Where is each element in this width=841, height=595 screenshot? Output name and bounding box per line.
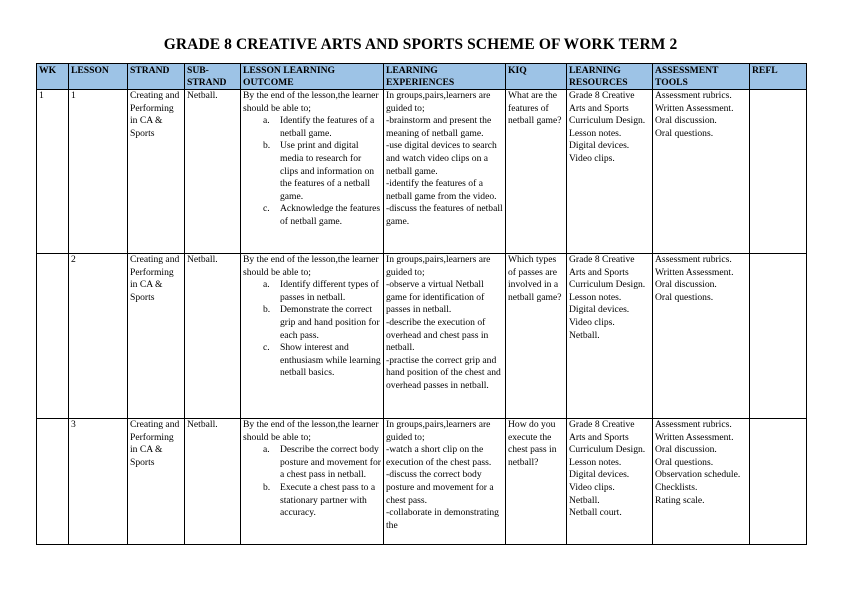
assessment-line: Checklists. — [655, 481, 698, 493]
cell-wk — [37, 254, 69, 419]
cell-resources — [567, 254, 653, 419]
assessment-line: Oral discussion. — [655, 279, 717, 291]
cell-resources — [567, 419, 653, 545]
experience-line: -discuss the correct body posture and movement for a chest pass. — [386, 469, 494, 506]
header-sub-strand: SUB-STRAND — [185, 64, 241, 90]
resource-line: Digital devices. — [569, 304, 630, 316]
outcome-text: Describe the correct body posture and movement for a chest pass in netball. — [280, 444, 381, 481]
experience-line: In groups,pairs,learners are guided to; — [386, 419, 491, 443]
assessment-line: Assessment rubrics. — [655, 419, 732, 430]
cell-refl — [750, 419, 807, 545]
cell-outcome — [241, 90, 384, 254]
resource-line: Video clips. — [569, 316, 615, 328]
outcome-item — [259, 304, 381, 342]
outcome-item — [259, 444, 381, 482]
cell-sub-strand: Netball. — [185, 419, 241, 545]
cell-wk: 1 — [37, 90, 69, 254]
cell-experiences — [384, 90, 506, 254]
cell-resources — [567, 90, 653, 254]
outcome-list — [243, 279, 381, 380]
resource-line: Lesson notes. — [569, 127, 622, 139]
outcome-item — [259, 203, 381, 228]
resource-line: Grade 8 Creative Arts and Sports Curriculum Design. — [569, 254, 646, 291]
resource-line: Netball. — [569, 329, 600, 341]
cell-sub-strand: Netball. — [185, 90, 241, 254]
outcome-item — [259, 482, 381, 520]
cell-assessment — [653, 90, 750, 254]
experience-line: In groups,pairs,learners are guided to; — [386, 90, 491, 114]
cell-lesson: 3 — [69, 419, 128, 545]
scheme-of-work-table — [36, 63, 807, 545]
assessment-line: Oral questions. — [655, 291, 714, 303]
outcome-marker: a. — [263, 444, 270, 456]
resource-line: Grade 8 Creative Arts and Sports Curriculum Design. — [569, 90, 646, 127]
experience-line: In groups,pairs,learners are guided to; — [386, 254, 491, 278]
header-kiq: KIQ — [506, 64, 567, 90]
outcome-intro: By the end of the lesson,the learner should be able to; — [243, 90, 379, 114]
experience-line: -discuss the features of netball game. — [386, 203, 503, 227]
assessment-line: Written Assessment. — [655, 102, 734, 114]
assessment-line: Written Assessment. — [655, 266, 734, 278]
experience-line: -practise the correct grip and hand position of the chest and overhead passes in netball. — [386, 354, 501, 391]
cell-strand: Creating and Performing in CA & Sports — [128, 419, 185, 545]
assessment-line: Rating scale. — [655, 494, 705, 506]
outcome-text: Acknowledge the features of netball game. — [280, 203, 381, 227]
outcome-marker: c. — [263, 342, 270, 354]
experience-line: -use digital devices to search and watch video clips on a netball game. — [386, 140, 497, 177]
resource-line: Video clips. — [569, 481, 615, 493]
resource-line: Digital devices. — [569, 469, 630, 481]
outcome-item — [259, 342, 381, 380]
header-wk: WK — [37, 64, 69, 90]
cell-assessment — [653, 419, 750, 545]
outcome-text: Demonstrate the correct grip and hand position for each pass. — [280, 304, 380, 341]
cell-kiq: What are the features of netball game? — [506, 90, 567, 254]
resource-line: Netball court. — [569, 507, 622, 519]
outcome-marker: b. — [263, 140, 271, 152]
resource-line: Video clips. — [569, 152, 615, 164]
assessment-line: Assessment rubrics. — [655, 90, 732, 101]
table-row — [37, 90, 807, 254]
outcome-text: Identify the features of a netball game. — [280, 115, 375, 139]
resource-line: Netball. — [569, 494, 600, 506]
cell-kiq: How do you execute the chest pass in netball? — [506, 419, 567, 545]
resource-line: Digital devices. — [569, 140, 630, 152]
header-row — [37, 64, 807, 90]
assessment-line: Oral questions. — [655, 456, 714, 468]
assessment-line: Assessment rubrics. — [655, 254, 732, 265]
outcome-item — [259, 115, 381, 140]
outcome-text: Execute a chest pass to a stationary partner with accuracy. — [280, 481, 376, 519]
table-row — [37, 254, 807, 419]
experience-line: -brainstorm and present the meaning of netball game. — [386, 115, 492, 139]
cell-refl — [750, 254, 807, 419]
header-assessment-tools: ASSESSMENT TOOLS — [653, 64, 750, 90]
outcome-marker: a. — [263, 115, 270, 127]
outcome-marker: b. — [263, 481, 271, 493]
resource-line: Grade 8 Creative Arts and Sports Curriculum Design. — [569, 419, 646, 456]
cell-wk — [37, 419, 69, 545]
cell-lesson: 1 — [69, 90, 128, 254]
page-title: GRADE 8 CREATIVE ARTS AND SPORTS SCHEME OF WORK TERM 2 — [163, 36, 678, 53]
header-strand: STRAND — [128, 64, 185, 90]
cell-lesson: 2 — [69, 254, 128, 419]
assessment-line: Observation schedule. — [655, 469, 741, 481]
cell-assessment — [653, 254, 750, 419]
assessment-line: Oral discussion. — [655, 444, 717, 456]
header-learning-resources: LEARNING RESOURCES — [567, 64, 653, 90]
cell-refl — [750, 90, 807, 254]
outcome-intro: By the end of the lesson,the learner should be able to; — [243, 419, 379, 443]
experience-line: -identify the features of a netball game from the video. — [386, 178, 497, 202]
outcome-list — [243, 115, 381, 228]
experience-line: -watch a short clip on the execution of the chest pass. — [386, 444, 492, 468]
cell-strand: Creating and Performing in CA & Sports — [128, 90, 185, 254]
outcome-text: Use print and digital media to research for clips and information on the features of a netball game. — [280, 140, 375, 202]
assessment-line: Written Assessment. — [655, 431, 734, 443]
header-learning-experiences: LEARNING EXPERIENCES — [384, 64, 506, 90]
outcome-item — [259, 279, 381, 304]
table-row — [37, 419, 807, 545]
cell-strand: Creating and Performing in CA & Sports — [128, 254, 185, 419]
assessment-line: Oral questions. — [655, 127, 714, 139]
outcome-marker: c. — [263, 203, 270, 215]
assessment-line: Oral discussion. — [655, 115, 717, 127]
cell-kiq: Which types of passes are involved in a netball game? — [506, 254, 567, 419]
experience-line: -describe the execution of overhead and chest pass in netball. — [386, 316, 489, 354]
header-lesson: LESSON — [69, 64, 128, 90]
cell-outcome — [241, 254, 384, 419]
outcome-text: Identify different types of passes in netball. — [280, 279, 379, 303]
cell-experiences — [384, 419, 506, 545]
header-refl: REFL — [750, 64, 807, 90]
outcome-marker: b. — [263, 304, 271, 316]
outcome-text: Show interest and enthusiasm while learning netball basics. — [280, 342, 381, 379]
cell-outcome — [241, 419, 384, 545]
outcome-intro: By the end of the lesson,the learner should be able to; — [243, 254, 379, 278]
outcome-item — [259, 140, 381, 203]
resource-line: Lesson notes. — [569, 456, 622, 468]
header-lesson-learning-outcome: LESSON LEARNING OUTCOME — [241, 64, 384, 90]
outcome-list — [243, 444, 381, 520]
cell-experiences — [384, 254, 506, 419]
experience-line: -collaborate in demonstrating the — [386, 507, 499, 531]
resource-line: Lesson notes. — [569, 291, 622, 303]
cell-sub-strand: Netball. — [185, 254, 241, 419]
experience-line: -observe a virtual Netball game for identification of passes in netball. — [386, 279, 485, 316]
outcome-marker: a. — [263, 279, 270, 291]
